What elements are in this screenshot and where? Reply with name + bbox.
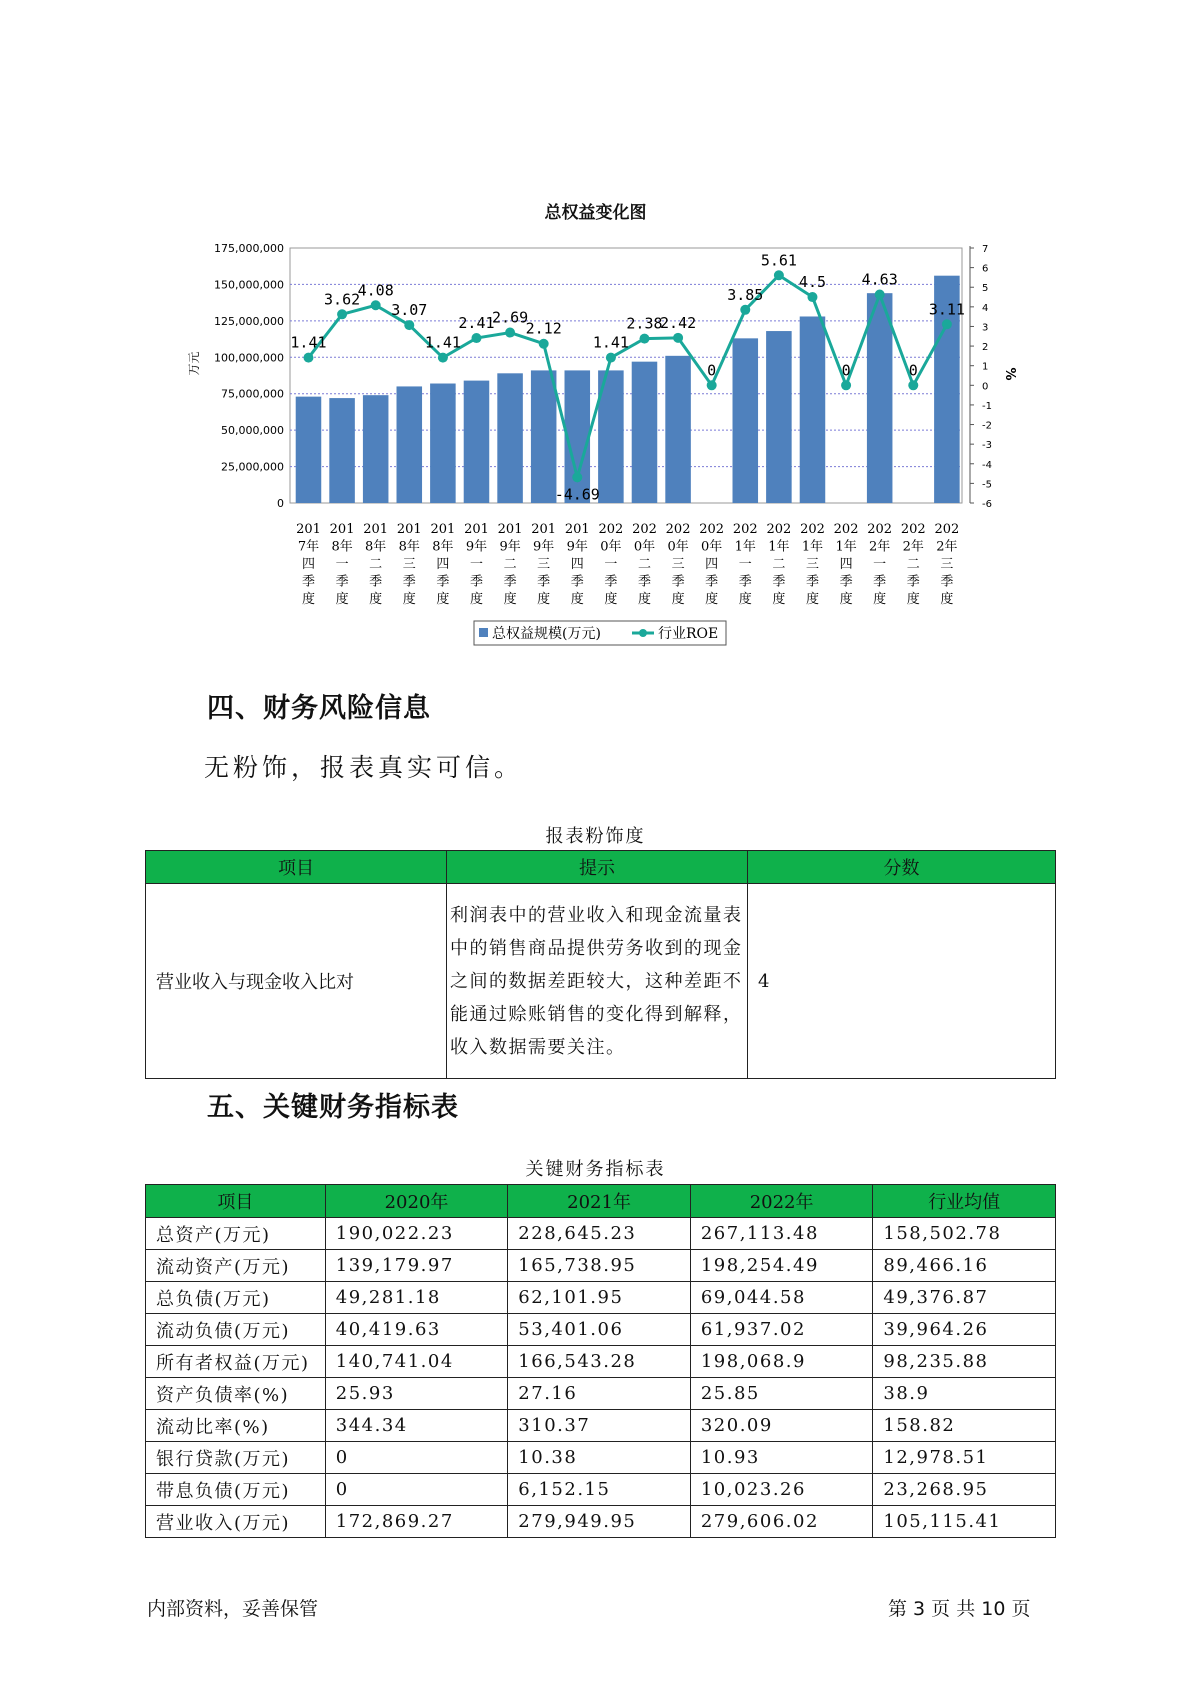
x-tick-label: 201 [497, 522, 523, 537]
roe-data-label: 4.5 [798, 273, 827, 292]
roe-data-label: 4.08 [357, 281, 394, 300]
y2-tick-label: 6 [982, 263, 989, 275]
x-tick-label: 202 [766, 522, 792, 537]
x-tick-label: 季 [436, 574, 450, 590]
x-tick-label: 9年 [465, 539, 488, 555]
risk-table-caption: 报表粉饰度 [545, 826, 646, 847]
kfi-value-cell: 98,235.88 [873, 1346, 1056, 1378]
risk-header-item: 项目 [146, 851, 447, 884]
x-tick-label: 度 [772, 592, 786, 607]
kfi-value-cell: 140,741.04 [325, 1346, 508, 1378]
x-tick-label: 201 [564, 522, 590, 537]
y-tick-label: 25,000,000 [221, 460, 284, 474]
kfi-header-2: 2021年 [508, 1185, 691, 1218]
y2-tick-label: -4 [982, 459, 992, 471]
x-tick-label: 0年 [600, 539, 622, 555]
roe-data-label: 4.63 [861, 270, 898, 289]
roe-point [875, 289, 885, 299]
x-tick-label: 一 [469, 557, 483, 572]
x-tick-label: 2年 [902, 539, 924, 555]
x-tick-label: 度 [570, 592, 584, 607]
x-tick-label: 二 [772, 557, 786, 572]
x-tick-label: 度 [402, 592, 416, 607]
roe-data-label: 0 [841, 361, 851, 380]
kfi-item-cell: 总资产(万元) [146, 1218, 326, 1250]
x-tick-label: 201 [363, 522, 389, 537]
roe-point [673, 333, 683, 343]
kfi-value-cell: 172,869.27 [325, 1506, 508, 1538]
x-tick-label: 一 [873, 557, 887, 572]
kfi-value-cell: 89,466.16 [873, 1250, 1056, 1282]
kfi-value-cell: 166,543.28 [508, 1346, 691, 1378]
legend-bar-swatch [479, 628, 488, 637]
section5-heading: 五、关键财务指标表 [207, 1092, 459, 1123]
x-tick-label: 二 [369, 557, 383, 572]
x-tick-label: 2年 [936, 539, 958, 555]
x-tick-label: 度 [335, 592, 349, 607]
x-tick-label: 1年 [835, 539, 857, 555]
x-tick-label: 四 [301, 557, 315, 572]
roe-point [740, 305, 750, 315]
x-tick-label: 季 [637, 574, 651, 590]
bar [632, 362, 658, 503]
x-tick-label: 三 [671, 557, 685, 572]
x-tick-label: 1年 [768, 539, 790, 555]
y-tick-label: 100,000,000 [214, 351, 284, 365]
kfi-header-4: 行业均值 [873, 1185, 1056, 1218]
kfi-value-cell: 6,152.15 [508, 1474, 691, 1506]
y-tick-label: 175,000,000 [214, 242, 284, 255]
x-tick-label: 202 [665, 522, 691, 537]
roe-data-label: 2.42 [660, 313, 697, 332]
legend-line-label: 行业ROE [658, 626, 719, 642]
roe-data-label: -4.69 [554, 485, 600, 504]
x-tick-label: 8年 [398, 539, 420, 555]
roe-point [639, 334, 649, 344]
x-tick-label: 一 [335, 557, 349, 572]
y2-tick-label: 3 [982, 322, 989, 334]
y-tick-label: 0 [277, 497, 284, 510]
x-tick-label: 度 [301, 592, 315, 607]
chart-title: 总权益变化图 [544, 203, 647, 223]
x-tick-label: 二 [906, 557, 920, 572]
bar [329, 398, 355, 503]
x-tick-label: 季 [873, 574, 887, 590]
x-tick-label: 2年 [869, 539, 891, 555]
table-row [146, 1250, 1056, 1282]
y2-tick-label: -6 [982, 499, 992, 510]
x-tick-label: 一 [604, 557, 618, 572]
kfi-value-cell: 165,738.95 [508, 1250, 691, 1282]
risk-summary: 无粉饰，报表真实可信。 [204, 753, 524, 782]
kfi-value-cell: 27.16 [508, 1378, 691, 1410]
table-row [146, 1314, 1056, 1346]
kfi-value-cell: 320.09 [690, 1410, 873, 1442]
kfi-value-cell: 39,964.26 [873, 1314, 1056, 1346]
kfi-value-cell: 10.38 [508, 1442, 691, 1474]
x-tick-label: 三 [402, 557, 416, 572]
bar [397, 386, 423, 503]
x-tick-label: 四 [839, 557, 853, 572]
roe-data-label: 1.41 [290, 333, 327, 352]
roe-data-label: 1.41 [592, 333, 629, 352]
kfi-value-cell: 198,254.49 [690, 1250, 873, 1282]
bar [867, 293, 893, 503]
kfi-value-cell: 40,419.63 [325, 1314, 508, 1346]
table-row [146, 1474, 1056, 1506]
risk-table [145, 850, 1056, 1079]
roe-point [303, 353, 313, 363]
x-tick-label: 季 [705, 574, 719, 590]
x-tick-label: 季 [772, 574, 786, 590]
y2-tick-label: -5 [982, 479, 992, 491]
kfi-value-cell: 10.93 [690, 1442, 873, 1474]
x-tick-label: 度 [738, 592, 752, 607]
x-tick-label: 202 [632, 522, 657, 537]
kfi-value-cell: 139,179.97 [325, 1250, 508, 1282]
kfi-value-cell: 0 [325, 1442, 508, 1474]
kfi-value-cell: 344.34 [325, 1410, 508, 1442]
risk-hint-cell: 利润表中的营业收入和现金流量表中的销售商品提供劳务收到的现金之间的数据差距较大，这种差距不能通过赊账销售的变化得到解释，收入数据需要关注。 [447, 884, 748, 1079]
x-tick-label: 201 [396, 522, 422, 537]
y-tick-label: 125,000,000 [214, 314, 284, 328]
x-tick-label: 度 [537, 592, 551, 607]
x-tick-label: 9年 [566, 539, 588, 555]
roe-point [841, 380, 851, 390]
x-tick-label: 季 [805, 574, 819, 590]
x-tick-label: 0年 [701, 539, 723, 555]
x-tick-label: 202 [699, 522, 725, 537]
bar [497, 373, 523, 503]
risk-item-cell: 营业收入与现金收入比对 [146, 884, 447, 1079]
roe-data-label: 0 [908, 361, 918, 380]
kfi-value-cell: 228,645.23 [508, 1218, 691, 1250]
x-tick-label: 季 [839, 574, 853, 590]
kfi-item-cell: 带息负债(万元) [146, 1474, 326, 1506]
bar [363, 395, 389, 503]
roe-point [908, 380, 918, 390]
kfi-header-3: 2022年 [690, 1185, 873, 1218]
table-row [146, 1442, 1056, 1474]
x-tick-label: 一 [738, 557, 752, 572]
roe-data-label: 2.41 [458, 314, 495, 333]
x-tick-label: 度 [873, 592, 887, 607]
table-row [146, 1282, 1056, 1314]
x-tick-label: 201 [329, 522, 355, 537]
roe-point [505, 328, 515, 338]
kfi-value-cell: 49,376.87 [873, 1282, 1056, 1314]
x-tick-label: 8年 [432, 539, 454, 555]
y2-tick-label: 4 [982, 302, 989, 314]
legend-bar-label: 总权益规模(万元) [492, 626, 601, 642]
x-tick-label: 四 [436, 557, 450, 572]
roe-data-label: 3.62 [324, 290, 361, 309]
x-tick-label: 二 [503, 557, 517, 572]
x-tick-label: 202 [800, 522, 825, 537]
kfi-item-cell: 营业收入(万元) [146, 1506, 326, 1538]
x-tick-label: 四 [570, 557, 584, 572]
kfi-item-cell: 流动资产(万元) [146, 1250, 326, 1282]
x-tick-label: 季 [604, 574, 618, 590]
y2-axis-label: % [1002, 367, 1017, 381]
kfi-value-cell: 190,022.23 [325, 1218, 508, 1250]
x-tick-label: 8年 [365, 539, 387, 555]
x-tick-label: 度 [436, 592, 450, 607]
risk-score-cell: 4 [748, 884, 1056, 1079]
roe-point [807, 292, 817, 302]
x-tick-label: 度 [705, 592, 719, 607]
table-row [146, 1218, 1056, 1250]
x-tick-label: 季 [537, 574, 551, 590]
kfi-table-caption: 关键财务指标表 [525, 1159, 666, 1180]
kfi-value-cell: 105,115.41 [873, 1506, 1056, 1538]
x-tick-label: 9年 [499, 539, 521, 555]
bar [296, 397, 322, 503]
kfi-value-cell: 61,937.02 [690, 1314, 873, 1346]
kfi-value-cell: 38.9 [873, 1378, 1056, 1410]
x-tick-label: 201 [430, 522, 456, 537]
kfi-value-cell: 23,268.95 [873, 1474, 1056, 1506]
roe-point [471, 333, 481, 343]
x-tick-label: 202 [934, 522, 960, 537]
roe-data-label: 1.41 [424, 333, 461, 352]
x-tick-label: 季 [738, 574, 752, 590]
y-tick-label: 150,000,000 [214, 278, 284, 292]
x-tick-label: 202 [900, 522, 926, 537]
bar [766, 331, 792, 503]
key-financial-table [145, 1184, 1056, 1538]
legend-line-marker [639, 629, 647, 637]
footer-page-number: 第 3 页 共 10 页 [888, 1598, 1031, 1620]
roe-point [539, 339, 549, 349]
x-tick-label: 201 [531, 522, 557, 537]
equity-chart [180, 228, 1017, 648]
kfi-value-cell: 310.37 [508, 1410, 691, 1442]
risk-header-hint: 提示 [447, 851, 748, 884]
x-tick-label: 季 [906, 574, 920, 590]
y-axis-label: 万元 [187, 351, 201, 376]
x-tick-label: 0年 [633, 539, 656, 555]
kfi-value-cell: 10,023.26 [690, 1474, 873, 1506]
x-tick-label: 7年 [297, 539, 320, 555]
x-tick-label: 201 [296, 522, 321, 537]
x-tick-label: 202 [598, 522, 624, 537]
kfi-value-cell: 279,606.02 [690, 1506, 873, 1538]
y2-tick-label: 1 [982, 361, 989, 373]
x-tick-label: 201 [464, 522, 489, 537]
y2-tick-label: 2 [982, 342, 989, 354]
kfi-header-0: 项目 [146, 1185, 326, 1218]
x-tick-label: 季 [335, 574, 349, 590]
kfi-value-cell: 49,281.18 [325, 1282, 508, 1314]
y2-tick-label: -1 [982, 400, 992, 412]
x-tick-label: 度 [671, 592, 685, 607]
x-tick-label: 8年 [331, 539, 353, 555]
x-tick-label: 度 [805, 592, 819, 607]
kfi-value-cell: 267,113.48 [690, 1218, 873, 1250]
kfi-item-cell: 资产负债率(%) [146, 1378, 326, 1410]
x-tick-label: 季 [301, 574, 315, 590]
roe-data-label: 3.07 [391, 301, 428, 320]
roe-point [774, 270, 784, 280]
x-tick-label: 季 [671, 574, 685, 590]
x-tick-label: 202 [867, 522, 893, 537]
roe-point [438, 353, 448, 363]
x-tick-label: 度 [369, 592, 383, 607]
kfi-value-cell: 62,101.95 [508, 1282, 691, 1314]
kfi-header-1: 2020年 [325, 1185, 508, 1218]
kfi-value-cell: 25.85 [690, 1378, 873, 1410]
roe-data-label: 3.85 [727, 285, 764, 304]
x-tick-label: 度 [469, 592, 483, 607]
section4-heading: 四、财务风险信息 [207, 693, 431, 724]
bar [800, 316, 826, 503]
table-row [146, 884, 1056, 1079]
table-row [146, 1378, 1056, 1410]
kfi-value-cell: 69,044.58 [690, 1282, 873, 1314]
table-row [146, 1506, 1056, 1538]
x-tick-label: 1年 [734, 539, 756, 555]
roe-data-label: 5.61 [760, 251, 797, 270]
x-tick-label: 度 [839, 592, 853, 607]
footer-left: 内部资料，妥善保管 [147, 1598, 319, 1620]
kfi-value-cell: 25.93 [325, 1378, 508, 1410]
bar [531, 370, 557, 503]
x-tick-label: 度 [906, 592, 920, 607]
y2-tick-label: 0 [982, 381, 989, 393]
x-tick-label: 季 [940, 574, 954, 590]
roe-point [707, 380, 717, 390]
bar [665, 356, 691, 503]
bar [430, 384, 456, 503]
y2-tick-label: -2 [982, 420, 992, 432]
x-tick-label: 季 [369, 574, 383, 590]
kfi-value-cell: 53,401.06 [508, 1314, 691, 1346]
x-tick-label: 度 [604, 592, 618, 607]
roe-point [371, 300, 381, 310]
kfi-value-cell: 158,502.78 [873, 1218, 1056, 1250]
x-tick-label: 季 [469, 574, 483, 590]
roe-point [942, 319, 952, 329]
roe-point [606, 353, 616, 363]
x-tick-label: 1年 [801, 539, 824, 555]
x-tick-label: 202 [833, 522, 859, 537]
kfi-header-row [146, 1185, 1056, 1218]
y2-tick-label: 5 [982, 283, 989, 295]
bar [733, 338, 759, 503]
roe-data-label: 2.12 [525, 319, 562, 338]
y-tick-label: 50,000,000 [221, 424, 284, 438]
kfi-item-cell: 流动比率(%) [146, 1410, 326, 1442]
x-tick-label: 202 [732, 522, 758, 537]
x-tick-label: 季 [503, 574, 517, 590]
x-tick-label: 9年 [533, 539, 555, 555]
kfi-value-cell: 279,949.95 [508, 1506, 691, 1538]
x-tick-label: 度 [637, 592, 651, 607]
roe-data-label: 3.11 [928, 300, 965, 319]
y2-tick-label: -3 [982, 440, 992, 452]
x-tick-label: 三 [940, 557, 954, 572]
kfi-item-cell: 流动负债(万元) [146, 1314, 326, 1346]
kfi-item-cell: 银行贷款(万元) [146, 1442, 326, 1474]
roe-point [572, 472, 582, 482]
x-tick-label: 三 [805, 557, 819, 572]
x-tick-label: 三 [537, 557, 551, 572]
x-tick-label: 度 [503, 592, 517, 607]
x-tick-label: 季 [402, 574, 416, 590]
kfi-value-cell: 0 [325, 1474, 508, 1506]
chart-legend [474, 621, 726, 645]
x-tick-label: 四 [705, 557, 719, 572]
x-tick-label: 0年 [667, 539, 689, 555]
roe-data-label: 2.38 [626, 314, 663, 333]
kfi-item-cell: 所有者权益(万元) [146, 1346, 326, 1378]
roe-point [404, 320, 414, 330]
y-tick-label: 75,000,000 [221, 387, 284, 401]
kfi-value-cell: 198,068.9 [690, 1346, 873, 1378]
kfi-value-cell: 12,978.51 [873, 1442, 1056, 1474]
y2-tick-label: 7 [982, 244, 989, 255]
risk-header-score: 分数 [748, 851, 1056, 884]
table-row [146, 1346, 1056, 1378]
roe-point [337, 309, 347, 319]
table-row [146, 1410, 1056, 1442]
bar [464, 381, 490, 503]
roe-data-label: 2.69 [492, 308, 529, 327]
kfi-value-cell: 158.82 [873, 1410, 1056, 1442]
kfi-item-cell: 总负债(万元) [146, 1282, 326, 1314]
x-tick-label: 度 [940, 592, 954, 607]
x-tick-label: 二 [637, 557, 651, 572]
roe-data-label: 0 [707, 361, 717, 380]
x-tick-label: 季 [570, 574, 584, 590]
